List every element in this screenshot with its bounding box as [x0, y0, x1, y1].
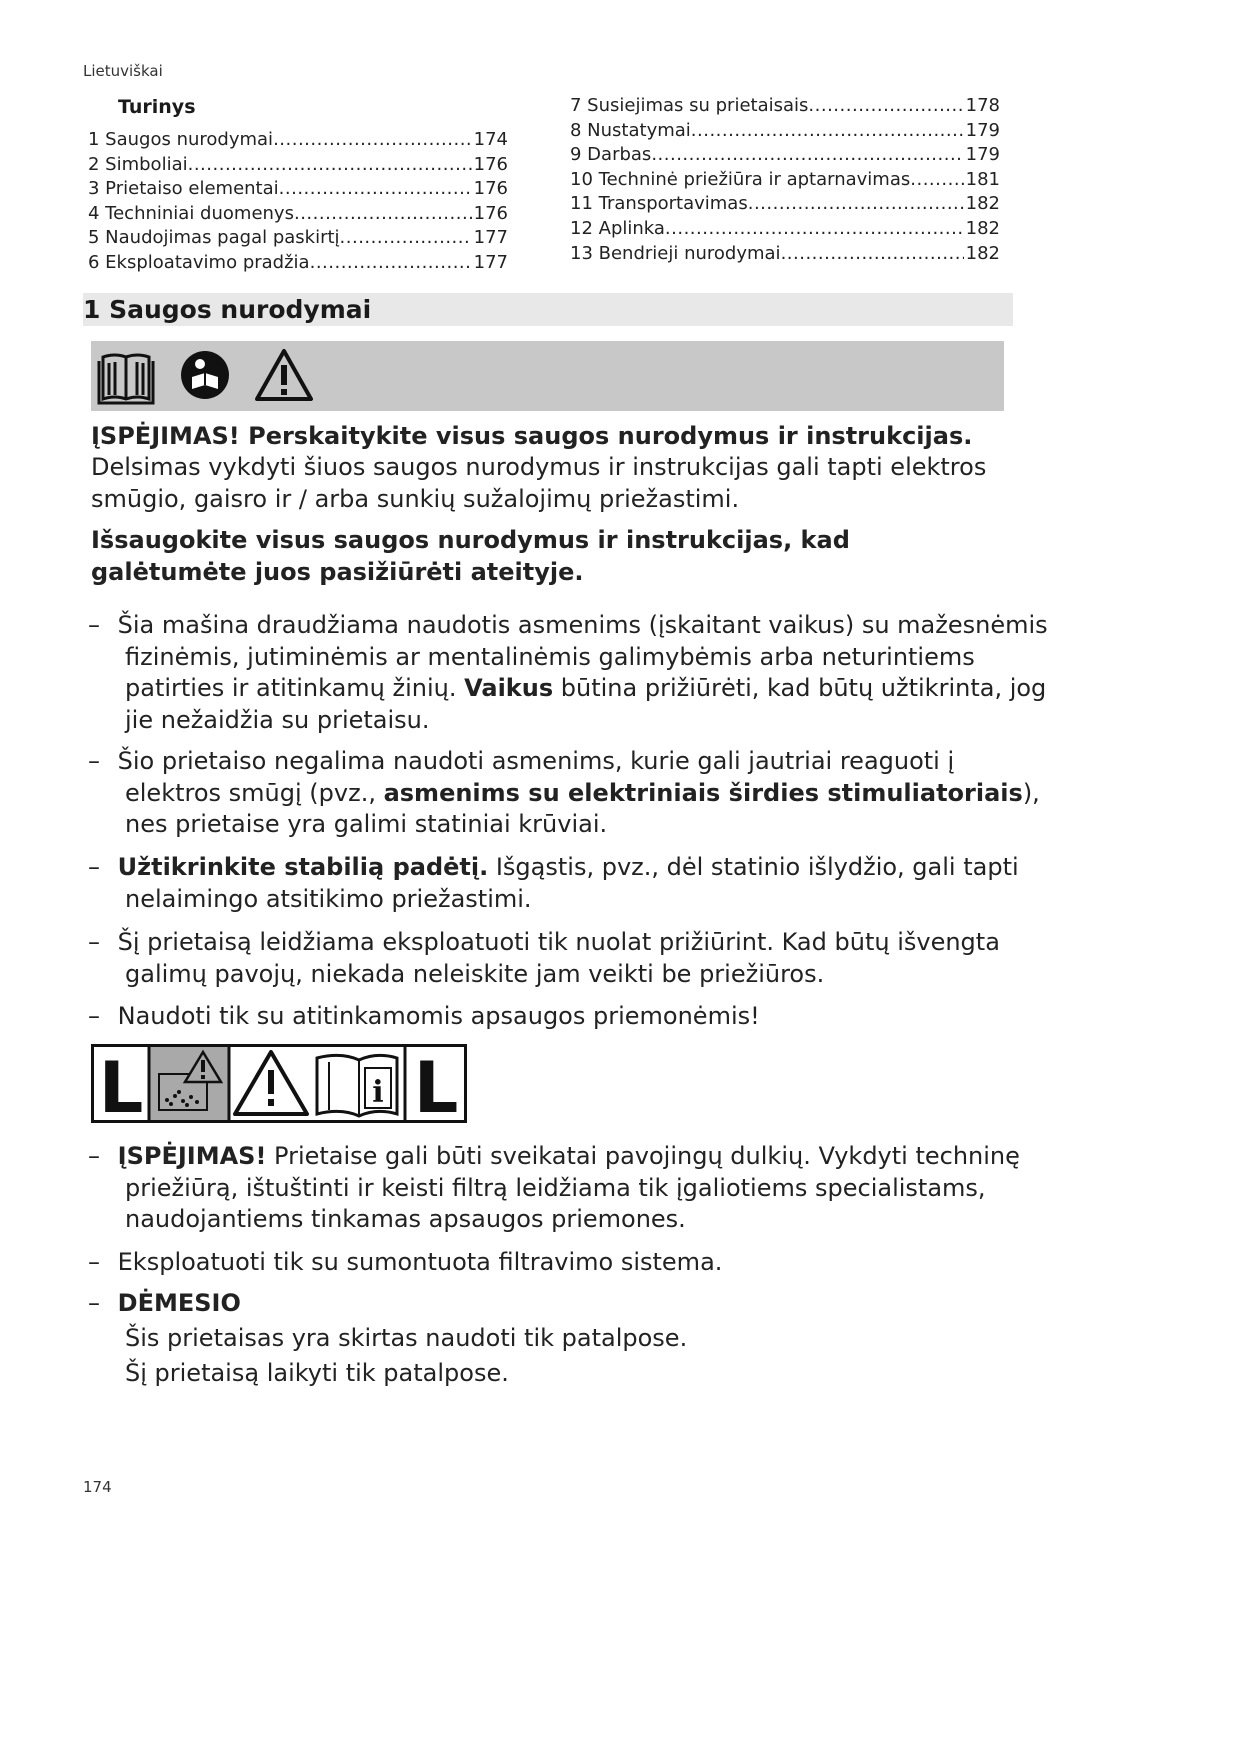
safety-bullet: – Eksploatuoti tik su sumontuota filtravimo sistema. [88, 1248, 723, 1276]
warning-text: Delsimas vykdyti šiuos saugos nurodymus ir instrukcijas gali tapti elektros smūgio, gaisro ir / arba sunkių sužalojimų priežastimi. [91, 453, 987, 513]
safety-bullet: – ĮSPĖJIMAS! Prietaise gali būti sveikatai pavojingų dulkių. Vykdyti techninę priežiūrą, ištuštinti ir keisti filtrą leidžiama tik įgaliotiems specialistams, naudojantiems tinkamas apsaugos priemones. [88, 1142, 1020, 1233]
language-label: Lietuviškai [83, 62, 163, 80]
safety-icon-band [91, 341, 1004, 411]
safety-bullet: – Šia mašina draudžiama naudotis asmenims (įskaitant vaikus) su mažesnėmis fizinėmis, jutiminėmis ar mentalinėmis galimybėmis arba neturintiems patirties ir atitinkamų žinių. Vaikus būtina prižiūrėti, kad būtų užtikrinta, jog jie nežaidžia su prietaisu. [88, 611, 1048, 734]
toc-entry[interactable]: 2 Simboliai ..... 176 [88, 153, 508, 178]
safety-bullet: – Šio prietaiso negalima naudoti asmenims, kurie gali jautriai reaguoti į elektros smūgį (pvz., asmenims su elektriniais širdies stimuliatoriais), nes prietaise yra galimi statiniai krūviai. [88, 747, 1040, 838]
read-manual-icon [178, 347, 232, 403]
toc-entry[interactable]: 6 Eksploatavimo pradžia ..... 177 [88, 251, 508, 276]
toc-entry[interactable]: 10 Techninė priežiūra ir aptarnavimas ..... 181 [570, 168, 1000, 193]
manual-book-icon [95, 347, 157, 407]
svg-text:i: i [372, 1075, 384, 1110]
safety-bullet: – Naudoti tik su atitinkamomis apsaugos priemonėmis! [88, 1002, 760, 1030]
dust-class-letter: L [413, 1047, 459, 1123]
safety-bullet: – DĖMESIO [88, 1289, 241, 1317]
section-heading: 1 Saugos nurodymai [83, 293, 1013, 326]
toc-right-column [570, 94, 1000, 266]
dust-class-letter: L [98, 1047, 144, 1123]
toc-entry[interactable]: 1 Saugos nurodymai ..... 174 [88, 128, 508, 153]
keep-instructions-text: Išsaugokite visus saugos nurodymus ir instrukcijas, kad galėtumėte juos pasižiūrėti ateityje. [91, 526, 850, 586]
toc-title: Turinys [118, 96, 196, 118]
safety-bullet: – Šį prietaisą leidžiama eksploatuoti tik nuolat prižiūrint. Kad būtų išvengta galimų pavojų, niekada neleiskite jam veikti be priežiūros. [88, 928, 1000, 988]
toc-entry[interactable]: 5 Naudojimas pagal paskirtį ..... 177 [88, 226, 508, 251]
toc-entry[interactable]: 12 Aplinka ..... 182 [570, 217, 1000, 242]
indoor-use-text: Šis prietaisas yra skirtas naudoti tik patalpose. [125, 1324, 688, 1352]
page-number: 174 [83, 1478, 112, 1496]
indoor-storage-text: Šį prietaisą laikyti tik patalpose. [125, 1359, 509, 1387]
dust-class-l-label [91, 1044, 467, 1123]
toc-left-column [88, 128, 508, 276]
safety-bullet: – Užtikrinkite stabilią padėtį. Išgąstis, pvz., dėl statinio išlydžio, gali tapti nelaimingo atsitikimo priežastimi. [88, 853, 1019, 913]
toc-entry[interactable]: 4 Techniniai duomenys ..... 176 [88, 202, 508, 227]
warning-heading: ĮSPĖJIMAS! Perskaitykite visus saugos nurodymus ir instrukcijas. [91, 422, 973, 450]
toc-entry[interactable]: 7 Susiejimas su prietaisais ..... 178 [570, 94, 1000, 119]
toc-entry[interactable]: 8 Nustatymai ..... 179 [570, 119, 1000, 144]
warning-triangle-icon [254, 347, 314, 403]
toc-entry[interactable]: 11 Transportavimas ..... 182 [570, 192, 1000, 217]
toc-entry[interactable]: 13 Bendrieji nurodymai ..... 182 [570, 242, 1000, 267]
toc-entry[interactable]: 9 Darbas ..... 179 [570, 143, 1000, 168]
toc-entry[interactable]: 3 Prietaiso elementai ..... 176 [88, 177, 508, 202]
